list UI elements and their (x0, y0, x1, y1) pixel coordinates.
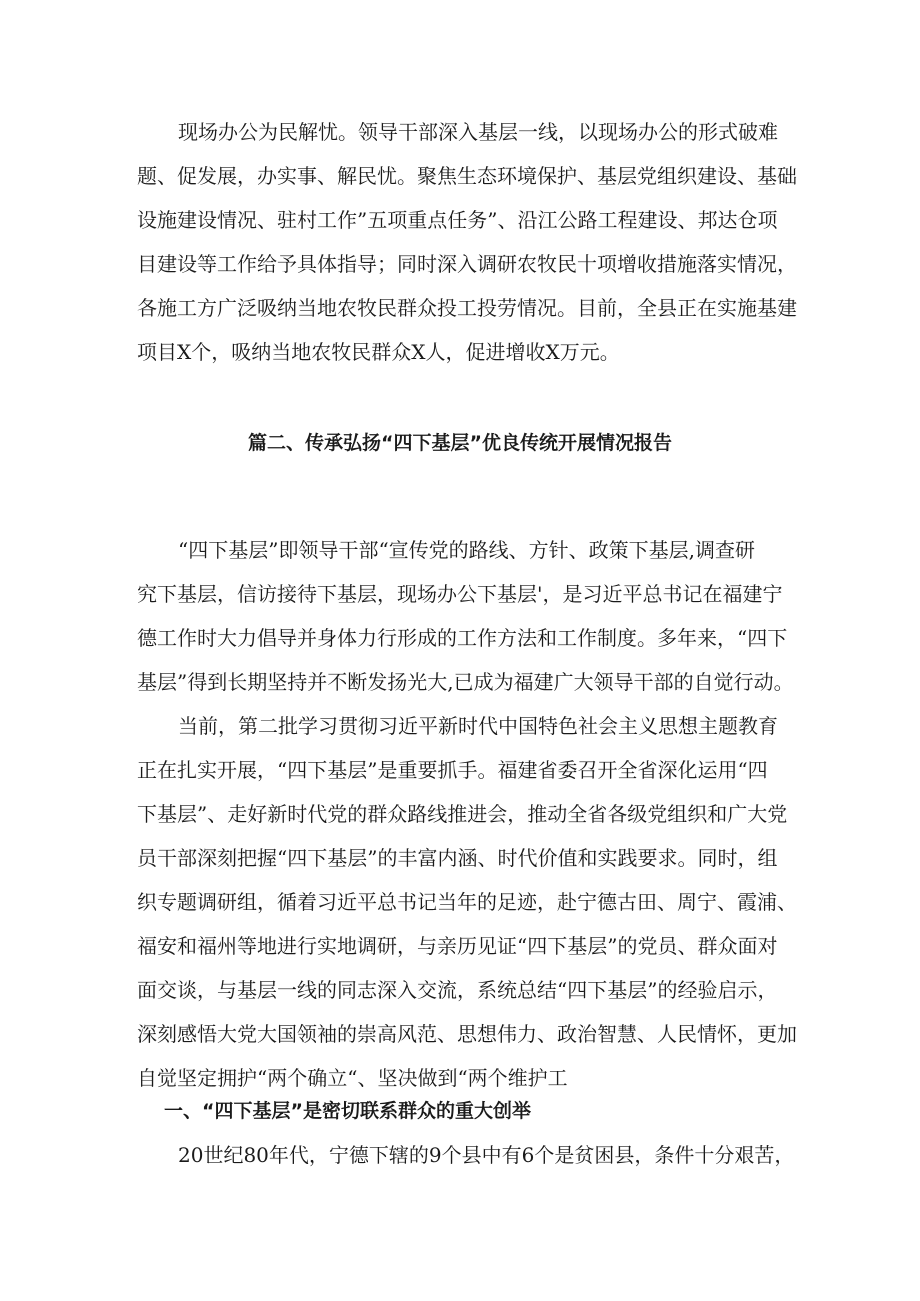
text-line: 当前，第二批学习贯彻习近平新时代中国特色社会主义思想主题教育 (178, 714, 778, 738)
text-line: “四下基层”即领导干部“宣传党的路线、方针、政策下基层,调查研 (178, 538, 756, 562)
text-line: 织专题调研组，循着习近平总书记当年的足迹，赴宁德古田、周宁、霞浦、 (137, 890, 797, 914)
text-line: 基层”得到长期坚持并不断发扬光大,已成为福建广大领导干部的自觉行动。 (137, 670, 794, 694)
text-line: 面交谈，与基层一线的同志深入交流，系统总结“四下基层”的经验启示， (137, 978, 778, 1002)
text-line: 设施建设情况、驻村工作”五项重点任务”、沿江公路工程建设、邦达仓项 (137, 208, 778, 232)
section-heading: 一、“四下基层”是密切联系群众的重大创举 (164, 1100, 531, 1122)
text-line: 深刻感悟大党大国领袖的崇高风范、思想伟力、政治智慧、人民情怀，更加 (137, 1022, 797, 1046)
text-line: 现场办公为民解忧。领导干部深入基层一线，以现场办公的形式破难 (178, 120, 778, 144)
text-line: 各施工方广泛吸纳当地农牧民群众投工投劳情况。目前，全县正在实施基建 (137, 296, 797, 320)
text-line: 自觉坚定拥护“两个确立“、坚决做到“两个维护工 (137, 1066, 568, 1090)
text-line: 正在扎实开展，“四下基层”是重要抓手。福建省委召开全省深化运用“四 (137, 758, 768, 782)
section-title: 篇二、传承弘扬“四下基层”优良传统开展情况报告 (248, 432, 672, 454)
text-line: 员干部深刻把握“四下基层”的丰富内涵、时代价值和实践要求。同时，组 (137, 846, 778, 870)
text-line: 20世纪80年代，宁德下辖的9个县中有6个是贫困县，条件十分艰苦， (178, 1143, 795, 1167)
text-line: 德工作时大力倡导并身体力行形成的工作方法和工作制度。多年来，“四下 (137, 626, 788, 650)
text-line: 福安和福州等地进行实地调研，与亲历见证“四下基层”的党员、群众面对 (137, 934, 778, 958)
text-line: 究下基层，信访接待下基层，现场办公下基层'，是习近平总书记在福建宁 (137, 582, 783, 606)
text-line: 项目X个，吸纳当地农牧民群众X人，促进增收X万元。 (137, 340, 620, 364)
text-line: 题、促发展，办实事、解民忧。聚焦生态环境保护、基层党组织建设、基础 (137, 164, 797, 188)
text-line: 目建设等工作给予具体指导；同时深入调研农牧民十项增收措施落实情况， (137, 252, 797, 276)
text-line: 下基层”、走好新时代党的群众路线推进会，推动全省各级党组织和广大党 (137, 802, 788, 826)
